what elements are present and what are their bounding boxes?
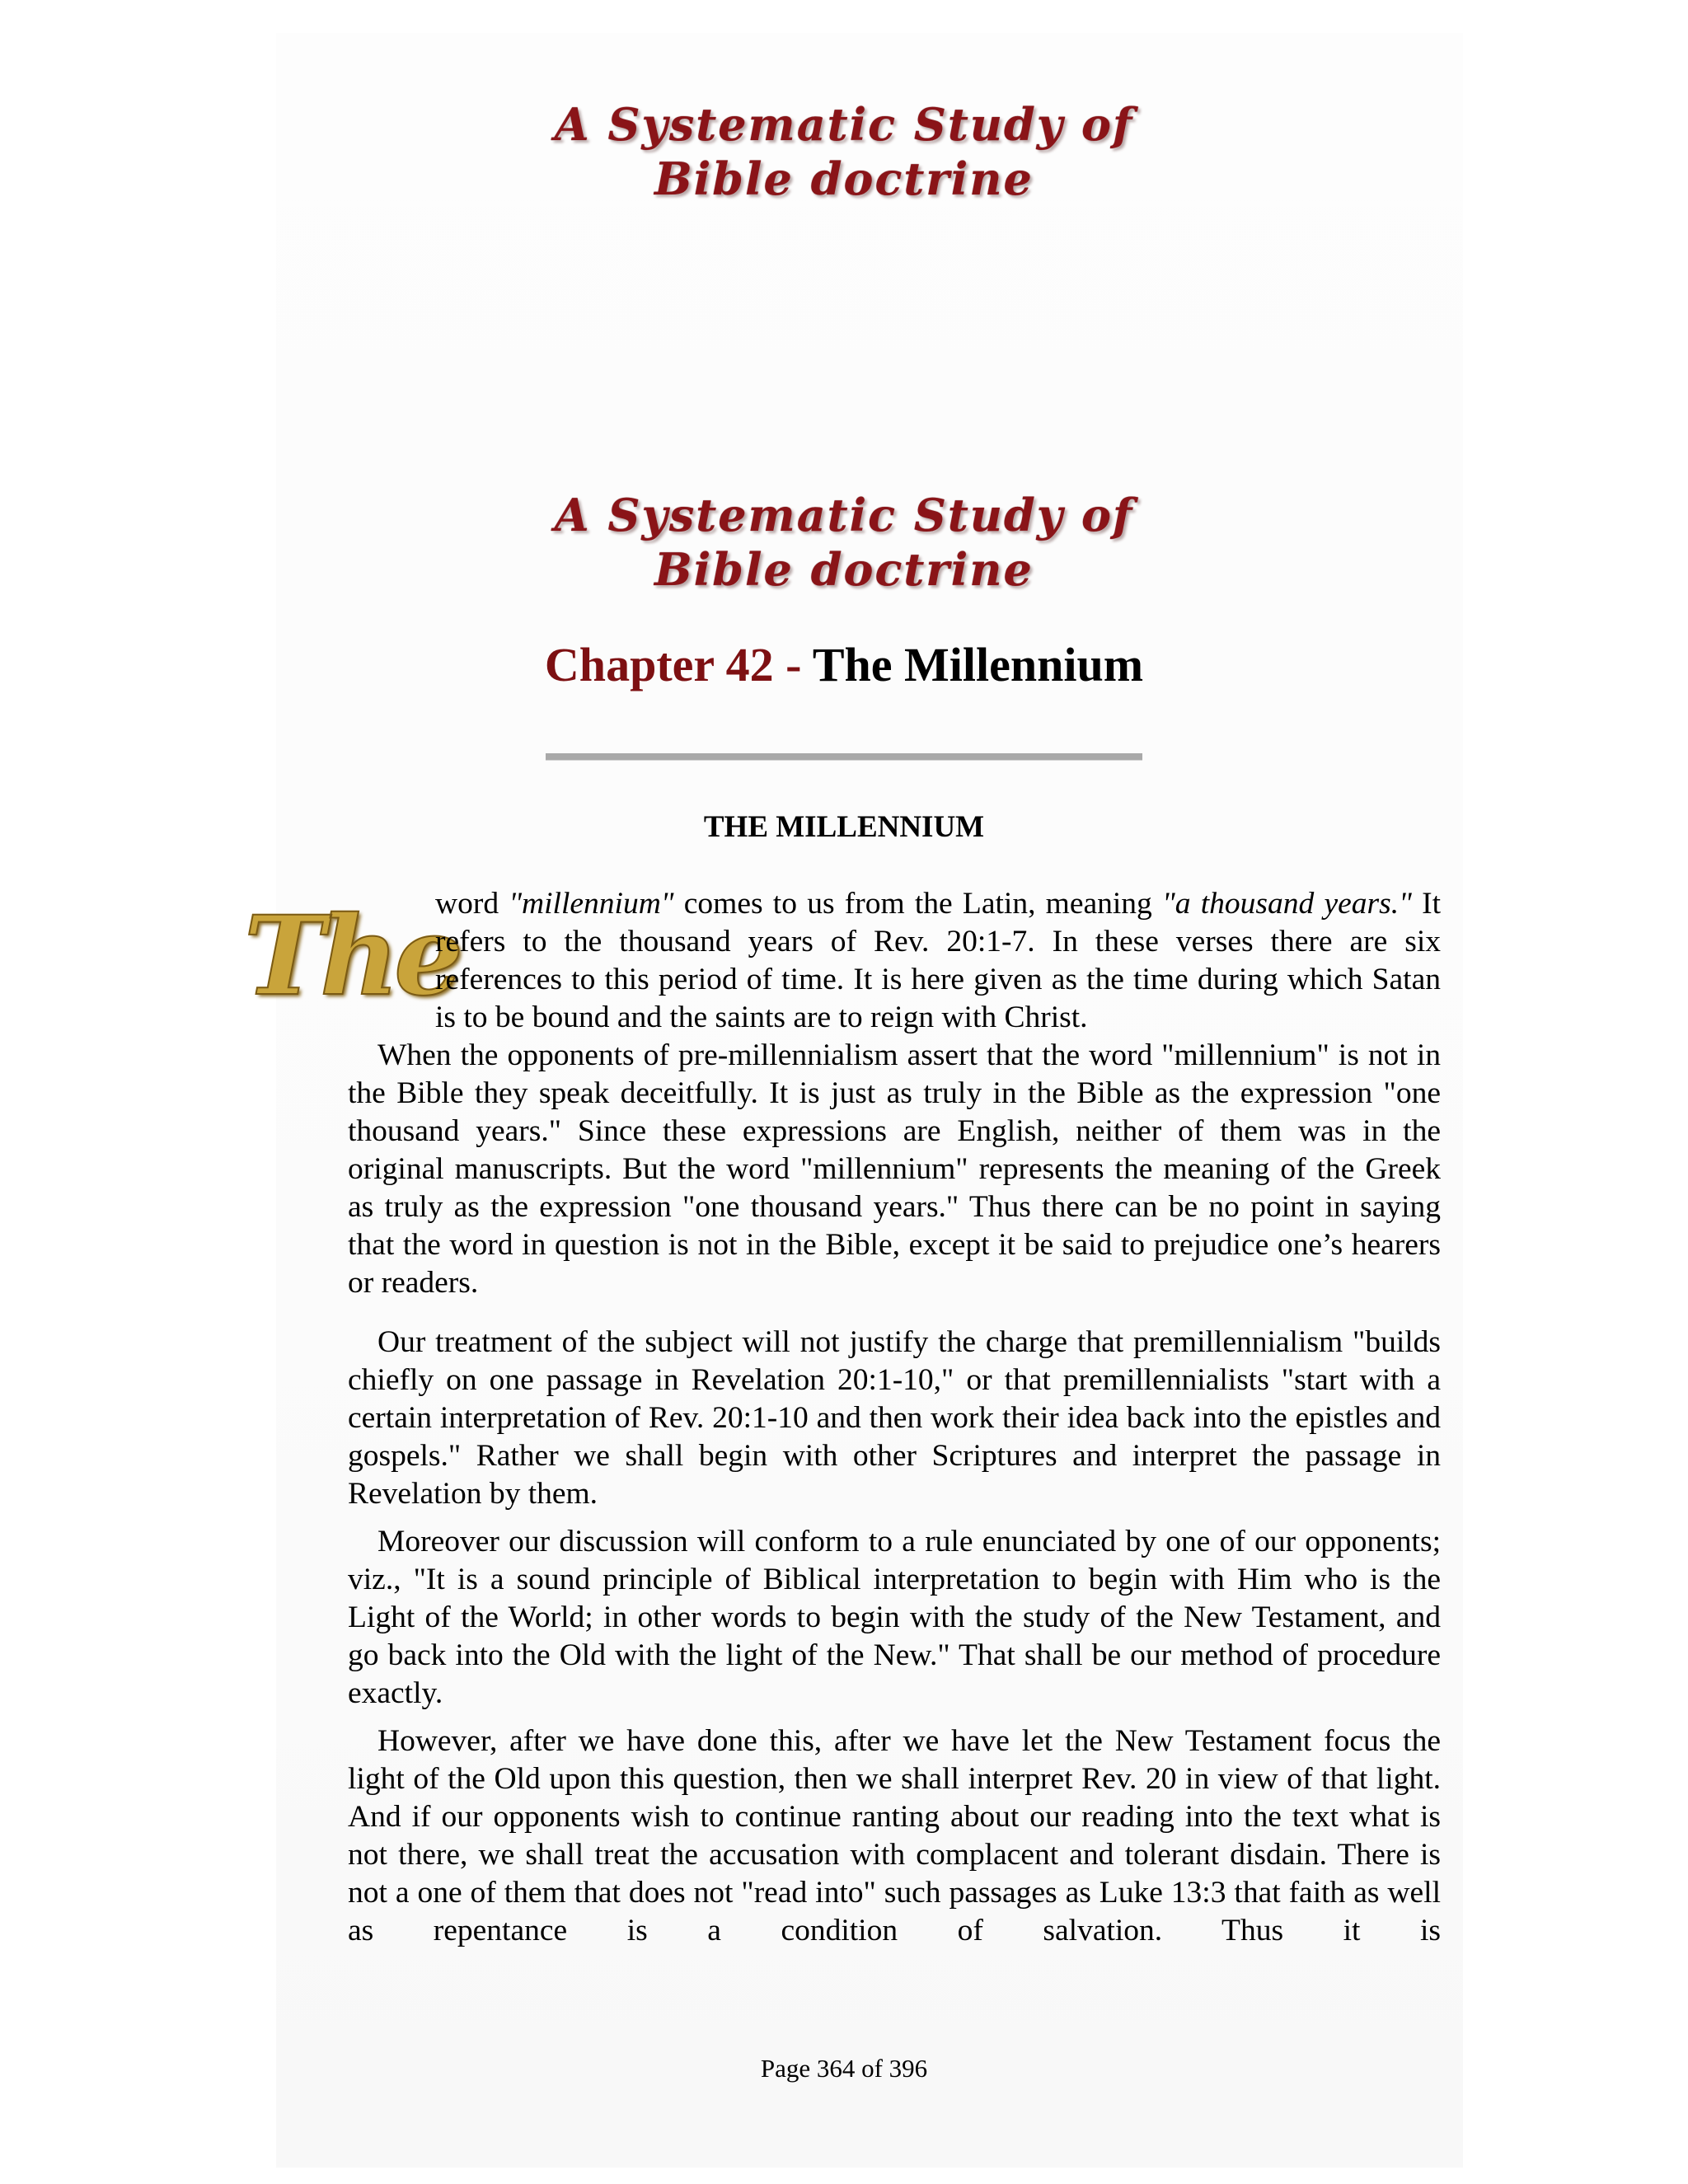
banner-line-1: A Systematic Study of (554, 98, 1134, 151)
paragraph-3: Our treatment of the subject will not justify the charge that premillennialism "builds chiefly on one passage in Revelation 20:1-10," or that premillennialists "start with a certain interpretation of Rev. 20:1-10 and then work their idea back into the epistles and gospels." Rather we shall begin with other Scriptures and interpret the passage in Revelation by them. (348, 1325, 1441, 1511)
page-number-footer: Page 364 of 396 (760, 2054, 928, 2083)
p1-term-millennium: "millennium" (509, 887, 674, 921)
horizontal-divider (546, 753, 1142, 761)
paragraph-4: Moreover our discussion will conform to a rule enunciated by one of our opponents; viz., "It is a sound principle of Biblical interpretation to begin with Him who is the Light of the World; in other words to begin with the study of the New Testament, and go back into the Old with the light of the New." That shall be our method of procedure exactly. (348, 1525, 1441, 1710)
paragraph-5: However, after we have done this, after we have let the New Testament focus the light of the Old upon this question, then we shall interpret Rev. 20 in view of that light. And if our opponents wish to continue ranting about our reading into the text what is not there, we shall treat the accusation with complacent and tolerant disdain. There is not a one of them that does not "read into" such passages as Luke 13:3 that faith as well as repentance is a condition of salvation. Thus it is (348, 1724, 1441, 1947)
chapter-title (0, 636, 1688, 694)
p1-text-e: It refers to the thousand years of Rev. 20:1-7. In these verses there are six references to this period of time. It is here given as the time during which Satan is to be bound and the saints are to reign with Christ. (435, 887, 1441, 1034)
p1-term-thousand-years: "a thousand years." (1162, 887, 1412, 921)
chapter-number: Chapter 42 - (544, 638, 802, 691)
p1-text-a: word (435, 887, 509, 921)
paragraph-2: When the opponents of pre-millennialism assert that the word "millennium" is not in the Bible they speak deceitfully. It is just as truly in the Bible as the expression "one thousand years." Since these expressions are English, neither of them was in the original manuscripts. But the word "millennium" represents the meaning of the Greek as truly as the expression "one thousand years." Thus there can be no point in saying that the word in question is not in the Bible, except it be said to prejudice one’s hearers or readers. (348, 1038, 1441, 1300)
banner-line-1: A Systematic Study of (554, 489, 1134, 541)
p1-text-c: comes to us from the Latin, meaning (673, 887, 1163, 921)
dropcap-ornament: The (244, 893, 459, 1020)
paragraph-1 (435, 885, 1441, 1037)
book-title-banner-chapter (0, 488, 1688, 597)
banner-line-2: Bible doctrine (654, 152, 1034, 205)
banner-line-2: Bible doctrine (654, 543, 1034, 596)
chapter-name: The Millennium (812, 638, 1144, 691)
book-title-banner-top (0, 97, 1688, 206)
section-heading: THE MILLENNIUM (703, 810, 985, 844)
